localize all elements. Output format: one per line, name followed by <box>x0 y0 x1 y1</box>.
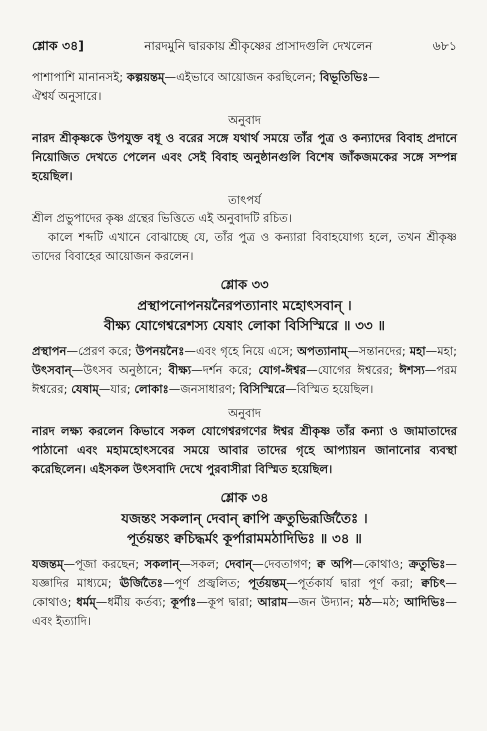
synonym-word: ধর্মম্ <box>76 595 96 609</box>
synonym-meaning: —যোগের ঈশ্বরের; <box>306 363 400 377</box>
synonym-word: বীক্ষ্য <box>168 363 192 377</box>
shloka-34-title: শ্লোক ৩৪ <box>220 491 269 506</box>
synonym-meaning: —জনসাধারণ; <box>168 382 240 396</box>
purport-heading: তাৎপর্য <box>228 193 261 207</box>
shloka-33-verse-line1: প্রস্থাপনোপনয়নৈরপত্যানাং মহোৎসবান্ । <box>137 298 352 314</box>
translation-text: নারদ শ্রীকৃষ্ণকে উপযুক্ত বধূ ও বরের সঙ্গে যথার্থ সময়ে তাঁর পুত্র ও কন্যাদের বিবাহ প্রদানে নিয়োজিত দেখতে পেলেন এবং সেই বিবাহ অনুষ্ঠানগুলি বিশেষ জাঁকজমকের সঙ্গে সম্পন্ন হয়েছিল। <box>32 131 457 183</box>
synonym-word: ক্রতুভিঃ <box>408 557 446 571</box>
synonym-word: ঊর্জিতৈঃ <box>119 576 163 590</box>
synonym-word: যজন্তম্ <box>32 557 64 571</box>
synonym-meaning: —মহা; <box>425 344 457 358</box>
shloka-34-verse-line1: যজন্তং সকলান্ দেবান্ ক্বাপি ক্রতুভিরূর্জিতৈঃ । <box>121 511 368 527</box>
synonym-word: প্রস্থাপন <box>32 344 67 358</box>
synonyms-continued: পাশাপাশি মানানসই; কল্পয়ন্তম্—এইভাবে আয়োজন করছিলেন; বিভূতিভিঃ— ঐশ্বর্য অনুসারে। <box>32 70 380 103</box>
synonym-word: মহা <box>409 344 426 358</box>
synonym-meaning: —বিস্মিত হয়েছিল। <box>285 382 374 396</box>
synonym-meaning: —দেবতাগণ; <box>252 557 318 571</box>
synonym-word: সকলান্ <box>144 557 180 571</box>
synonym-word: যোগ-ঈশ্বর <box>258 363 307 377</box>
shloka-33-synonyms <box>32 342 457 399</box>
synonym-meaning: —কূপ দ্বারা; <box>196 595 258 609</box>
shloka-33-translation-heading: অনুবাদ <box>228 406 261 420</box>
synonym-meaning: —সন্তানদের; <box>347 344 410 358</box>
shloka-33-verse-line2: বীক্ষ্য যোগেশ্বরেশস্য যেষাং লোকা বিসিস্মিরে ॥ ৩৩ ॥ <box>103 318 386 334</box>
purport-line2: কালে শব্দটি এখানে বোঝাচ্ছে যে, তাঁর পুত্র ও কন্যারা বিবাহযোগ্য হলে, তখন শ্রীকৃষ্ণ তাদের বিবাহের আয়োজন করলেন। <box>32 230 457 263</box>
synonym-word: পূর্তয়ন্তম্ <box>248 576 287 590</box>
synonym-meaning: —দর্শন করে; <box>191 363 259 377</box>
synonym-meaning: —সকল; <box>179 557 225 571</box>
synonym-word: ক্ব অপি <box>317 557 353 571</box>
synonym-meaning: —কোথাও; <box>32 576 457 609</box>
synonym-meaning: —পরম ঈশ্বরের; <box>32 363 457 396</box>
synonym-meaning: —পূর্তকার্য দ্বারা পূর্ণ করা; <box>286 576 422 590</box>
purport-line1: শ্রীল প্রভুপাদের কৃষ্ণ গ্রন্থের ভিত্তিতে এই অনুবাদটি রচিত। <box>32 211 292 225</box>
synonym-word: উপনয়নৈঃ <box>135 344 185 358</box>
synonym-word: অপত্যানাম্ <box>297 344 348 358</box>
header-chapter-title: নারদমুনি দ্বারকায় শ্রীকৃষ্ণের প্রাসাদগুলি দেখলেন <box>144 39 373 53</box>
synonym-word: কূর্পাঃ <box>170 595 197 609</box>
synonym-word: ঈশস্য <box>399 363 425 377</box>
synonym-word: আরাম <box>257 595 288 609</box>
synonym-meaning: —যজ্ঞাদির মাধ্যমে; <box>32 557 457 590</box>
shloka-34-synonyms <box>32 555 457 631</box>
synonym-meaning: —উৎসব অনুষ্ঠানে; <box>71 363 169 377</box>
synonym-word: লোকাঃ <box>134 382 169 396</box>
shloka-33-title: শ্লোক ৩৩ <box>220 278 269 293</box>
synonym-meaning: —মঠ; <box>371 595 405 609</box>
synonym-meaning: —জন উদ্যান; <box>287 595 359 609</box>
header-verse-ref: শ্লোক ৩৪] <box>32 38 84 53</box>
shloka-33-translation: নারদ লক্ষ্য করলেন কিভাবে সকল যোগেশ্বরগণের ঈশ্বর শ্রীকৃষ্ণ তাঁর কন্যা ও জামাতাদের পাঠানো এবং মহামহোৎসবের সময়ে আবার তাদের গৃহে আপ্যায়ন জানানোর ব্যবস্থা করেছিলেন। এইসকল উৎসবাদি দেখে পুরবাসীরা বিস্মিত হয়েছিল। <box>32 424 457 476</box>
translation-heading: অনুবাদ <box>228 113 261 127</box>
synonym-meaning: —যার; <box>98 382 135 396</box>
running-header <box>32 0 457 58</box>
synonym-word: দেবান্ <box>224 557 253 571</box>
shloka-34-verse-line2: পূর্তয়ন্তং ক্বচিদ্ধর্মং কূর্পারামমঠাদিভিঃ ॥ ৩৪ ॥ <box>127 531 362 547</box>
synonym-word: বিসিস্মিরে <box>239 382 286 396</box>
synonym-word: আদিভিঃ <box>404 595 446 609</box>
synonym-word: ক্বচিৎ <box>421 576 446 590</box>
synonym-meaning: —ধর্মীয় কর্তব্য; <box>95 595 171 609</box>
synonym-word: উৎসবান্ <box>32 363 72 377</box>
synonym-meaning: —পূর্ণ প্রজ্বলিত; <box>162 576 249 590</box>
page-number: ৬৮১ <box>432 38 457 53</box>
synonym-meaning: —কোথাও; <box>352 557 409 571</box>
synonym-meaning: —এবং ইত্যাদি। <box>32 595 458 628</box>
synonym-meaning: —এবং গৃহে নিয়ে এসে; <box>184 344 298 358</box>
synonym-meaning: —প্রেরণ করে; <box>66 344 136 358</box>
synonym-meaning: —পূজা করছেন; <box>63 557 145 571</box>
synonym-word: যেষাম্ <box>71 382 99 396</box>
synonym-word: মঠ <box>358 595 372 609</box>
